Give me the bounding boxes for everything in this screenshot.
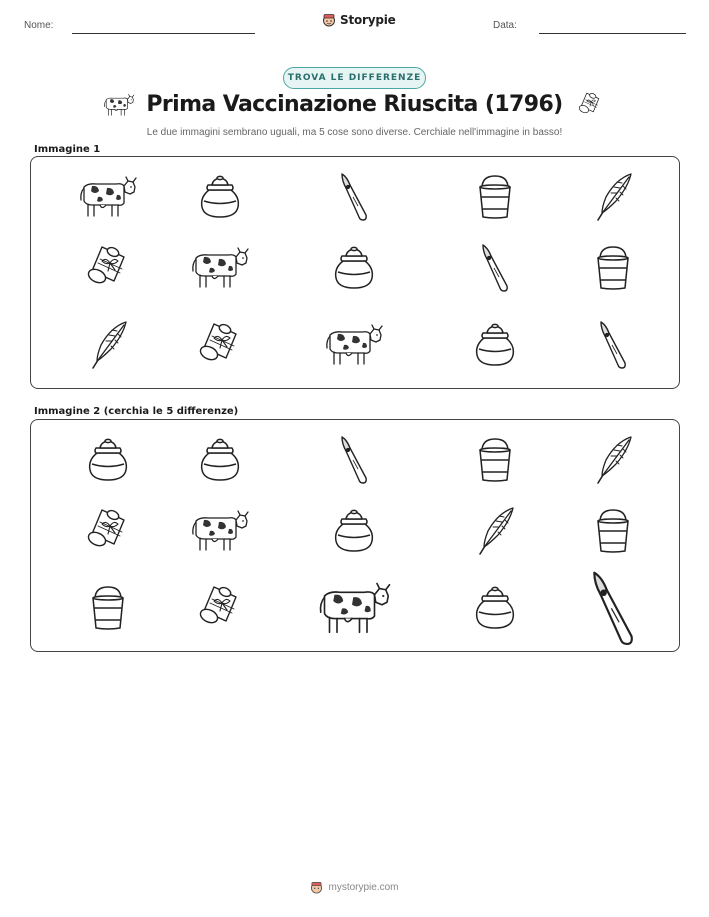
- bucket-icon: [594, 508, 632, 554]
- title-scroll-icon: [577, 90, 603, 120]
- quill-icon: [592, 434, 634, 486]
- quill-icon: [87, 319, 129, 371]
- cow-icon: [190, 246, 250, 290]
- grid-cell: [440, 310, 550, 380]
- name-label: Nome:: [24, 20, 54, 31]
- bucket-icon: [476, 437, 514, 483]
- name-line[interactable]: [72, 33, 255, 34]
- grid-cell[interactable]: [558, 425, 668, 495]
- grid-cell: [53, 310, 163, 380]
- jar-icon: [473, 323, 517, 367]
- image2-label: Immagine 2 (cerchia le 5 differenze): [34, 406, 239, 417]
- jar-icon: [332, 509, 376, 553]
- grid-cell[interactable]: [53, 496, 163, 566]
- quill-icon: [592, 171, 634, 223]
- grid-cell: [53, 233, 163, 303]
- lancet-icon: [595, 319, 631, 371]
- lancet-icon: [477, 242, 513, 294]
- grid-cell: [299, 162, 409, 232]
- bucket-icon: [89, 585, 127, 631]
- lancet-icon: [336, 171, 372, 223]
- grid-cell[interactable]: [53, 573, 163, 643]
- jar-icon: [473, 586, 517, 630]
- storypie-mascot-icon: [310, 881, 323, 894]
- grid-cell[interactable]: [53, 425, 163, 495]
- grid-cell: [165, 233, 275, 303]
- bucket-icon: [594, 245, 632, 291]
- jar-icon: [86, 438, 130, 482]
- jar-icon: [198, 175, 242, 219]
- grid-cell[interactable]: [440, 425, 550, 495]
- scroll-icon: [88, 508, 128, 554]
- grid-cell[interactable]: [299, 496, 409, 566]
- image2-panel[interactable]: [30, 419, 680, 652]
- cow-icon: [317, 581, 392, 636]
- grid-cell: [165, 162, 275, 232]
- bucket-icon: [476, 174, 514, 220]
- grid-cell[interactable]: [165, 496, 275, 566]
- cow-icon: [324, 323, 384, 367]
- footer: [0, 881, 709, 894]
- grid-cell[interactable]: [440, 496, 550, 566]
- grid-cell[interactable]: [165, 425, 275, 495]
- instructions: Le due immagini sembrano uguali, ma 5 cose sono diverse. Cerchiale nell'immagine in basso!: [146, 127, 563, 138]
- scroll-icon: [579, 92, 601, 117]
- quill-icon: [474, 505, 516, 557]
- grid-cell: [53, 162, 163, 232]
- grid-cell[interactable]: [440, 573, 550, 643]
- brand-logo: [322, 13, 396, 27]
- grid-cell: [299, 310, 409, 380]
- grid-cell[interactable]: [299, 573, 409, 643]
- jar-icon: [198, 438, 242, 482]
- scroll-icon: [88, 245, 128, 291]
- grid-cell[interactable]: [558, 573, 668, 643]
- lancet-icon: [585, 568, 641, 649]
- grid-cell: [299, 233, 409, 303]
- grid-cell: [440, 162, 550, 232]
- scroll-icon: [200, 322, 240, 368]
- storypie-mascot-icon: [322, 13, 336, 27]
- cow-icon: [190, 509, 250, 553]
- scroll-icon: [200, 585, 240, 631]
- grid-cell: [558, 310, 668, 380]
- brand-name: Storypie: [340, 13, 396, 27]
- grid-cell[interactable]: [299, 425, 409, 495]
- grid-cell: [165, 310, 275, 380]
- jar-icon: [332, 246, 376, 290]
- lancet-icon: [336, 434, 372, 486]
- grid-cell: [558, 162, 668, 232]
- date-label: Data:: [493, 20, 517, 31]
- grid-cell[interactable]: [558, 496, 668, 566]
- date-line[interactable]: [539, 33, 686, 34]
- cow-icon: [78, 175, 138, 219]
- footer-url: mystorypie.com: [328, 882, 399, 893]
- activity-badge: TROVA LE DIFFERENZE: [283, 67, 426, 89]
- grid-cell: [558, 233, 668, 303]
- grid-cell: [440, 233, 550, 303]
- image1-panel: [30, 156, 680, 389]
- page-title: Prima Vaccinazione Riuscita (1796): [146, 92, 563, 117]
- image1-label: Immagine 1: [34, 144, 101, 155]
- grid-cell[interactable]: [165, 573, 275, 643]
